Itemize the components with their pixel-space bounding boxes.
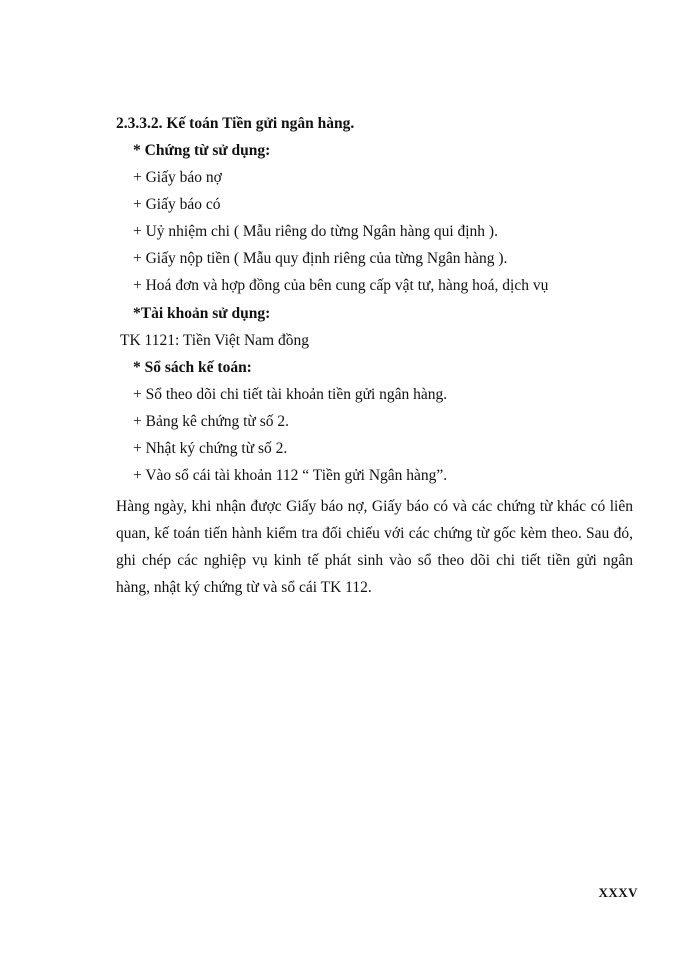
account-line: TK 1121: Tiền Việt Nam đồng (120, 332, 309, 349)
voucher-item: + Giấy báo có (133, 196, 221, 213)
voucher-item: + Giấy báo nợ (133, 169, 222, 186)
books-heading: * Sổ sách kế toán: (133, 359, 252, 376)
accounts-heading: *Tài khoản sử dụng: (133, 305, 271, 322)
book-item: + Bảng kê chứng từ số 2. (133, 413, 289, 430)
voucher-item: + Hoá đơn và hợp đồng của bên cung cấp vật tư, hàng hoá, dịch vụ (133, 277, 549, 294)
book-item: + Sổ theo dõi chi tiết tài khoản tiền gửi ngân hàng. (133, 386, 448, 403)
voucher-item: + Giấy nộp tiền ( Mẫu quy định riêng của từng Ngân hàng ). (133, 250, 508, 267)
body-paragraph: Hàng ngày, khi nhận được Giấy báo nợ, Giấy báo có và các chứng từ khác có liên quan, kế toán tiến hành kiểm tra đối chiếu với các chứng từ gốc kèm theo. Sau đó, ghi chép các nghiệp vụ kinh tế phát sinh vào sổ theo dõi chi tiết tiền gửi ngân hàng, nhật ký chứng từ và sổ cái TK 112. (116, 498, 633, 596)
section-heading: 2.3.3.2. Kế toán Tiền gửi ngân hàng. (116, 115, 355, 132)
voucher-item: + Uỷ nhiệm chi ( Mẫu riêng do từng Ngân hàng qui định ). (133, 223, 498, 240)
page-number: XXXV (598, 885, 638, 900)
book-item: + Nhật ký chứng từ số 2. (133, 440, 288, 457)
vouchers-heading: * Chứng từ sử dụng: (133, 142, 271, 159)
book-item: + Vào sổ cái tài khoản 112 “ Tiền gửi Ngân hàng”. (133, 467, 448, 484)
